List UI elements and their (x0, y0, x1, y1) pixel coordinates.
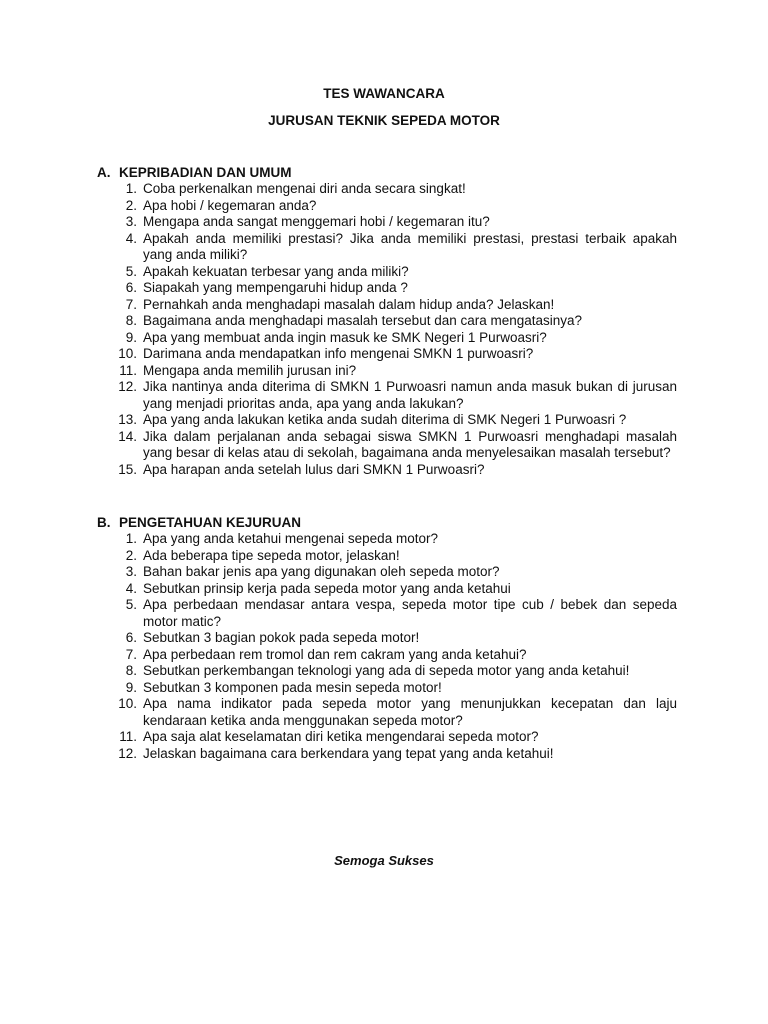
list-item (97, 729, 677, 746)
item-number: 10. (118, 346, 137, 361)
list-item (97, 264, 677, 281)
list-item (97, 581, 677, 598)
item-number: 6. (125, 630, 137, 645)
item-text: Ada beberapa tipe sepeda motor, jelaskan! (143, 547, 400, 563)
item-number: 9. (125, 329, 137, 345)
item-number: 10. (118, 696, 137, 711)
item-number: 4. (125, 230, 137, 246)
item-number: 13. (118, 412, 137, 427)
list-item (97, 198, 677, 215)
item-text: Apakah anda memiliki prestasi? Jika anda memiliki prestasi, prestasi terbaik apakah yang anda miliki? (143, 230, 677, 262)
list-item (97, 181, 677, 198)
item-text: Siapakah yang mempengaruhi hidup anda ? (143, 280, 408, 295)
item-text: Mengapa anda memilih jurusan ini? (143, 362, 357, 378)
item-text: Apa harapan anda setelah lulus dari SMKN 1 Purwoasri? (143, 461, 485, 477)
item-text: Jelaskan bagaimana cara berkendara yang tepat yang anda ketahui! (143, 745, 554, 761)
question-list (97, 531, 677, 762)
item-text: Jika nantinya anda diterima di SMKN 1 Purwoasri namun anda masuk bukan di jurusan yang menjadi prioritas anda, apa yang anda lakukan? (143, 379, 677, 411)
item-text: Apa perbedaan rem tromol dan rem cakram yang anda ketahui? (143, 646, 527, 662)
item-text: Jika dalam perjalanan anda sebagai siswa SMKN 1 Purwoasri menghadapi masalah yang besar di kelas atau di sekolah, bagaimana anda menyelesaikan masalah tersebut? (143, 428, 677, 460)
item-text: Sebutkan prinsip kerja pada sepeda motor yang anda ketahui (143, 580, 511, 596)
item-text: Sebutkan 3 komponen pada mesin sepeda motor! (143, 679, 442, 695)
list-item (97, 564, 677, 581)
list-item (97, 313, 677, 330)
list-item (97, 680, 677, 697)
item-text: Apa yang anda lakukan ketika anda sudah diterima di SMK Negeri 1 Purwoasri ? (143, 412, 627, 427)
list-item (97, 297, 677, 314)
item-text: Apa nama indikator pada sepeda motor yang menunjukkan kecepatan dan laju kendaraan ketika anda menggunakan sepeda motor? (143, 696, 677, 728)
document-subtitle: JURUSAN TEKNIK SEPEDA MOTOR (268, 113, 500, 128)
item-text: Pernahkah anda menghadapi masalah dalam hidup anda? Jelaskan! (143, 296, 555, 312)
list-item (97, 548, 677, 565)
item-number: 5. (125, 263, 137, 279)
item-text: Apa yang anda ketahui mengenai sepeda motor? (143, 531, 438, 546)
list-item (97, 346, 677, 363)
item-text: Apa yang membuat anda ingin masuk ke SMK Negeri 1 Purwoasri? (143, 329, 547, 345)
item-number: 6. (125, 280, 137, 295)
list-item (97, 379, 677, 412)
list-item (97, 630, 677, 647)
item-number: 12. (118, 745, 137, 761)
item-text: Bagaimana anda menghadapi masalah tersebut dan cara mengatasinya? (143, 313, 583, 328)
item-number: 7. (125, 296, 137, 312)
item-number: 14. (118, 428, 137, 444)
list-item (97, 696, 677, 729)
list-item (97, 214, 677, 231)
list-item (97, 663, 677, 680)
section-a (97, 164, 677, 478)
item-text: Sebutkan 3 bagian pokok pada sepeda motor! (143, 630, 420, 645)
item-number: 8. (125, 663, 137, 678)
item-text: Apa hobi / kegemaran anda? (143, 197, 317, 213)
section-letter: B. (97, 515, 111, 530)
list-item (97, 280, 677, 297)
item-number: 2. (125, 197, 137, 213)
section-title: KEPRIBADIAN DAN UMUM (119, 165, 292, 180)
list-item (97, 412, 677, 429)
item-number: 8. (125, 313, 137, 328)
item-number: 5. (125, 597, 137, 612)
item-number: 1. (125, 181, 137, 196)
item-text: Apakah kekuatan terbesar yang anda miliki? (143, 263, 409, 279)
item-number: 15. (118, 461, 137, 477)
item-number: 12. (118, 379, 137, 394)
item-number: 1. (125, 531, 137, 546)
item-text: Coba perkenalkan mengenai diri anda secara singkat! (143, 181, 466, 196)
section-b (97, 514, 677, 762)
list-item (97, 363, 677, 380)
section-heading (97, 164, 677, 181)
item-text: Apa saja alat keselamatan diri ketika mengendarai sepeda motor? (143, 729, 539, 744)
item-text: Bahan bakar jenis apa yang digunakan oleh sepeda motor? (143, 564, 500, 579)
closing-text: Semoga Sukses (334, 853, 434, 868)
list-item (97, 531, 677, 548)
item-number: 9. (125, 679, 137, 695)
item-text: Darimana anda mendapatkan info mengenai SMKN 1 purwoasri? (143, 346, 534, 361)
item-text: Apa perbedaan mendasar antara vespa, sepeda motor tipe cub / bebek dan sepeda motor matic? (143, 597, 677, 629)
list-item (97, 330, 677, 347)
item-number: 3. (125, 564, 137, 579)
item-number: 2. (125, 547, 137, 563)
list-item (97, 462, 677, 479)
list-item (97, 647, 677, 664)
item-number: 11. (119, 729, 137, 744)
section-heading (97, 514, 677, 531)
list-item (97, 231, 677, 264)
item-number: 11. (119, 362, 137, 378)
document-title: TES WAWANCARA (323, 86, 445, 101)
list-item (97, 429, 677, 462)
list-item (97, 597, 677, 630)
item-number: 7. (125, 646, 137, 662)
question-list (97, 181, 677, 478)
item-text: Mengapa anda sangat menggemari hobi / kegemaran itu? (143, 214, 490, 229)
section-title: PENGETAHUAN KEJURUAN (119, 515, 302, 530)
section-letter: A. (97, 165, 111, 180)
list-item (97, 746, 677, 763)
item-text: Sebutkan perkembangan teknologi yang ada di sepeda motor yang anda ketahui! (143, 663, 630, 678)
item-number: 4. (125, 580, 137, 596)
item-number: 3. (125, 214, 137, 229)
